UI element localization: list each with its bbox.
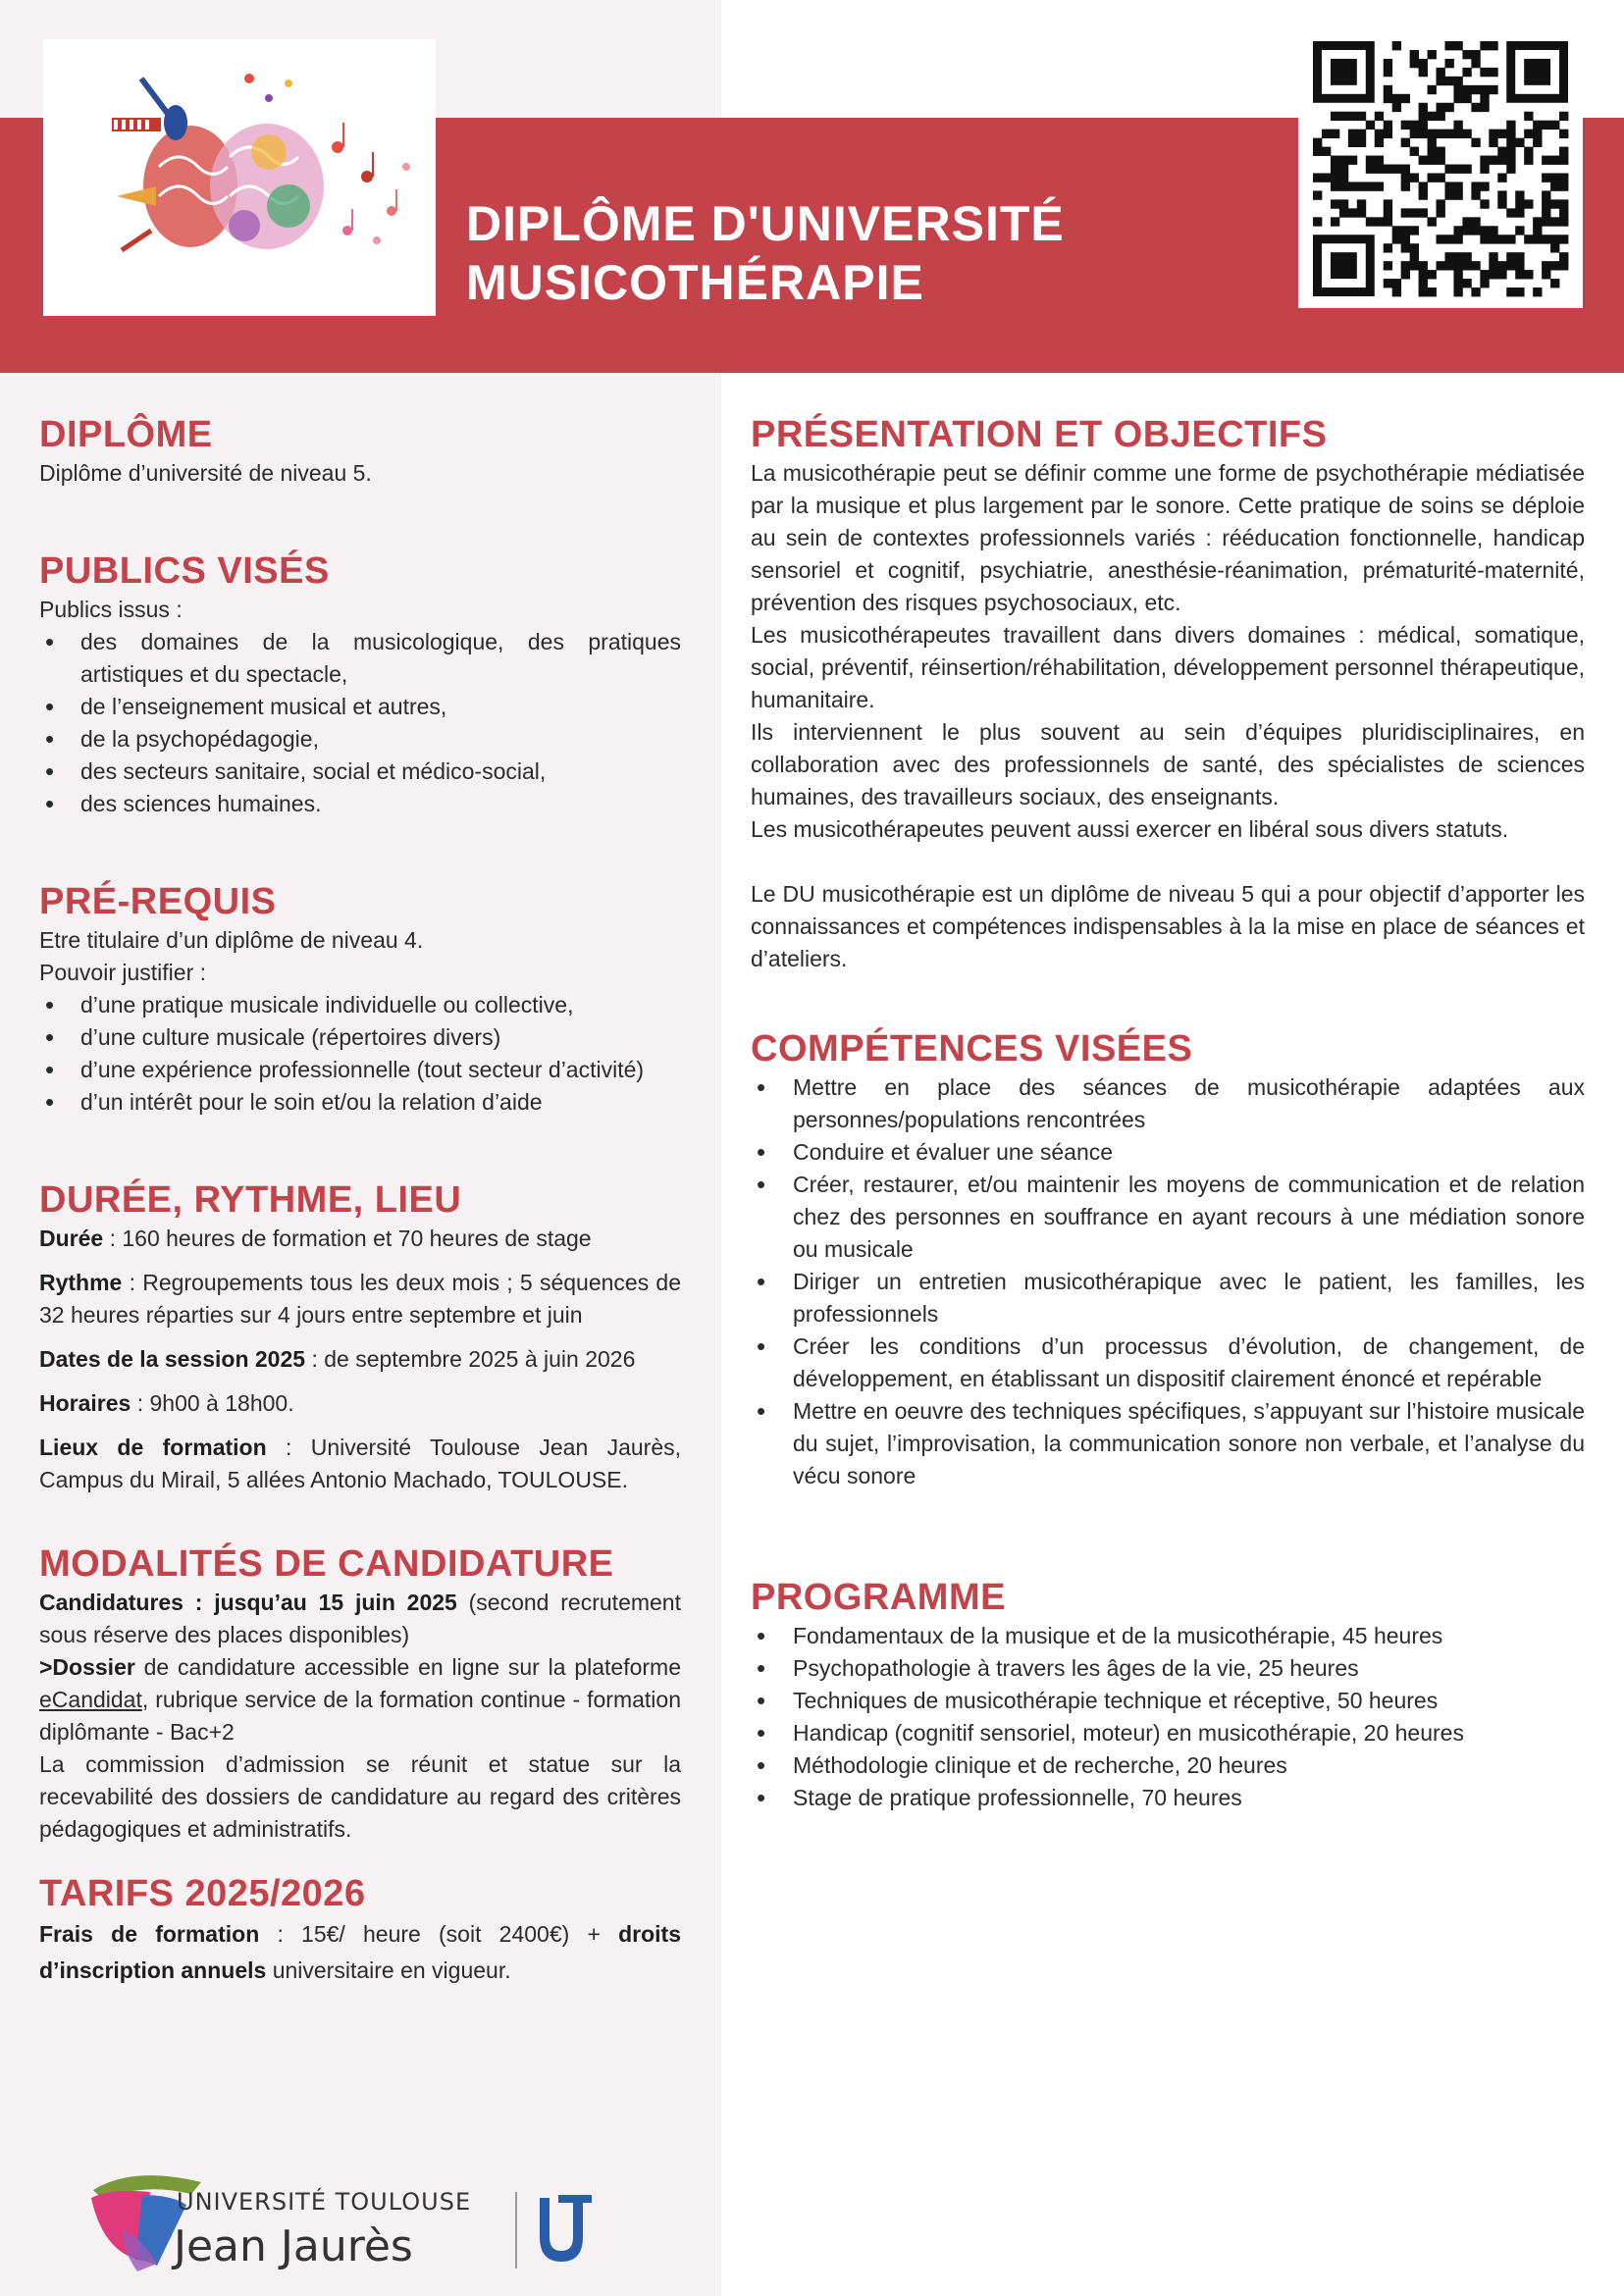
rythme-line [39,1267,681,1331]
heading-diplome: DIPLÔME [39,414,213,455]
list-item: • Créer, restaurer, et/ou maintenir les moyens de communication et de relation chez des personnes en souffrance en ayant recours à une médiation sonore ou musicale [751,1169,1585,1266]
section-prerequis [39,879,681,1119]
qr-code[interactable] [1298,29,1583,308]
heading-competences: COMPÉTENCES VISÉES [751,1028,1193,1070]
qr-code-icon [1298,29,1583,308]
heading-tarifs: TARIFS 2025/2026 [39,1873,366,1914]
lieux-line [39,1432,681,1496]
programme-list [751,1620,1585,1814]
candidature-line [39,1587,681,1651]
horaires-line [39,1387,681,1420]
list-item: • Mettre en oeuvre des techniques spécifiques, s’appuyant sur l’histoire musicale du sujet, l’improvisation, la communication sonore non verbale, et l’analyse du vécu sonore [751,1395,1585,1492]
dossier-text-2: , rubrique service de la formation continue - formation diplômante - Bac+2 [39,1687,681,1745]
list-item: • Fondamentaux de la musique et de la musicothérapie, 45 heures [751,1620,1585,1652]
rythme-label: Rythme [39,1270,123,1295]
horaires-label: Horaires [39,1390,131,1416]
prerequis-line1: Etre titulaire d’un diplôme de niveau 4. [39,927,424,953]
list-item: • Conduire et évaluer une séance [751,1136,1585,1169]
dossier-line [39,1651,681,1748]
duree-line [39,1223,681,1255]
list-item: • d’une expérience professionnelle (tout secteur d’activité) [39,1054,681,1086]
right-column [751,412,1585,1814]
list-item: • Handicap (cognitif sensoriel, moteur) en musicothérapie, 20 heures [751,1717,1585,1749]
ecandidat-link[interactable]: eCandidat [39,1687,142,1712]
list-item: • de la psychopédagogie, [39,723,681,756]
competences-list [751,1071,1585,1492]
presentation-p5: Le DU musicothérapie est un diplôme de niveau 5 qui a pour objectif d’apporter les connaissances et compétences indispensables à la la mise en place de séances et d’ateliers. [751,881,1585,971]
duree-text: : 160 heures de formation et 70 heures de stage [103,1226,592,1251]
presentation-p4: Les musicothérapeutes peuvent aussi exercer en libéral sous divers statuts. [751,816,1509,842]
section-tarifs [39,1871,681,1989]
section-diplome [39,412,681,490]
rythme-text: : Regroupements tous les deux mois ; 5 séquences de 32 heures réparties sur 4 jours entre septembre et juin [39,1270,681,1328]
music-brain-illustration [43,39,436,316]
list-item: • d’une pratique musicale individuelle ou collective, [39,989,681,1021]
university-emblem-icon [83,2170,603,2278]
section-publics [39,548,681,820]
dossier-text-1: de candidature accessible en ligne sur la plateforme [134,1654,681,1680]
presentation-p1: La musicothérapie peut se définir comme une forme de psychothérapie médiatisée par la musique et plus largement par le sonore. Cette pratique de soins se déploie au sein de contextes professionnels variés : rééducation fonctionnelle, handicap sensoriel et cognitif, psychiatrie, anesthésie-réanimation, prématurité-maternité, prévention des risques psychosociaux, etc. [751,460,1585,615]
section-competences [751,1026,1585,1492]
dates-text: : de septembre 2025 à juin 2026 [305,1346,636,1372]
frais-label: Frais de formation [39,1921,260,1947]
list-item: • des secteurs sanitaire, social et médico-social, [39,756,681,788]
droits-label: droits d’inscription annuels [39,1921,681,1983]
duree-label: Durée [39,1226,104,1251]
heading-duree: DURÉE, RYTHME, LIEU [39,1179,462,1221]
droits-text: universitaire en vigueur. [266,1957,511,1983]
dates-label: Dates de la session 2025 [39,1346,306,1372]
page-title [466,194,1065,312]
presentation-p3: Ils interviennent le plus souvent au sein d’équipes pluridisciplinaires, en collaboration avec des professionnels de santé, des spécialistes de sciences humaines, des travailleurs sociaux, des enseignants. [751,719,1585,809]
list-item: • d’une culture musicale (répertoires divers) [39,1021,681,1054]
list-item: • d’un intérêt pour le soin et/ou la relation d’aide [39,1086,681,1119]
list-item: • de l’enseignement musical et autres, [39,691,681,723]
candidature-label: Candidatures : jusqu’au 15 juin 2025 [39,1590,457,1615]
dates-line [39,1343,681,1376]
list-item: • Diriger un entretien musicothérapique avec le patient, les familles, les professionnels [751,1266,1585,1331]
section-candidature [39,1541,681,1846]
commission-text: La commission d’admission se réunit et statue sur la recevabilité des dossiers de candidature au regard des critères pédagogiques et administratifs. [39,1751,681,1842]
brain-music-icon [43,39,436,316]
lieux-text: : Université Toulouse Jean Jaurès, Campus du Mirail, 5 allées Antonio Machado, TOULOUSE. [39,1435,682,1492]
heading-candidature: MODALITÉS DE CANDIDATURE [39,1543,614,1585]
section-presentation [751,412,1585,975]
prerequis-list [39,989,681,1119]
publics-list [39,626,681,820]
heading-prerequis: PRÉ-REQUIS [39,881,277,922]
heading-programme: PROGRAMME [751,1577,1006,1618]
presentation-p2: Les musicothérapeutes travaillent dans divers domaines : médical, somatique, social, préventif, réinsertion/réhabilitation, développement personnel thérapeutique, humanitaire. [751,622,1585,712]
frais-text: : 15€/ heure (soit 2400€) + [259,1921,619,1947]
list-item: • Mettre en place des séances de musicothérapie adaptées aux personnes/populations rencontrées [751,1071,1585,1136]
list-item: • Psychopathologie à travers les âges de la vie, 25 heures [751,1652,1585,1685]
list-item: • des domaines de la musicologique, des pratiques artistiques et du spectacle, [39,626,681,691]
logo-line-1: UNIVERSITÉ TOULOUSE [177,2188,472,2216]
heading-publics: PUBLICS VISÉS [39,550,330,592]
logo-line-2: Jean Jaurès [174,2221,413,2271]
list-item: • des sciences humaines. [39,788,681,820]
list-item: • Stage de pratique professionnelle, 70 heures [751,1782,1585,1814]
list-item: • Techniques de musicothérapie technique et réceptive, 50 heures [751,1685,1585,1717]
title-line-2: MUSICOTHÉRAPIE [466,255,924,310]
publics-intro: Publics issus : [39,597,183,622]
horaires-text: : 9h00 à 18h00. [131,1390,294,1416]
prerequis-line2: Pouvoir justifier : [39,960,207,985]
section-duree [39,1177,681,1496]
title-line-1: DIPLÔME D'UNIVERSITÉ [466,196,1065,251]
section-programme [751,1575,1585,1814]
lieux-label: Lieux de formation [39,1435,267,1460]
dossier-label: >Dossier [39,1654,135,1680]
tarifs-line [39,1916,681,1989]
candidature-text: (second recrutement sous réserve des places disponibles) [39,1590,681,1647]
heading-presentation: PRÉSENTATION ET OBJECTIFS [751,414,1328,455]
left-column [39,412,681,1989]
list-item: • Créer les conditions d’un processus d’évolution, de changement, de développement, en établissant un dispositif clairement énoncé et repérable [751,1331,1585,1395]
diplome-text: Diplôme d’université de niveau 5. [39,460,372,486]
list-item: • Méthodologie clinique et de recherche, 20 heures [751,1749,1585,1782]
university-logo [83,2170,603,2278]
